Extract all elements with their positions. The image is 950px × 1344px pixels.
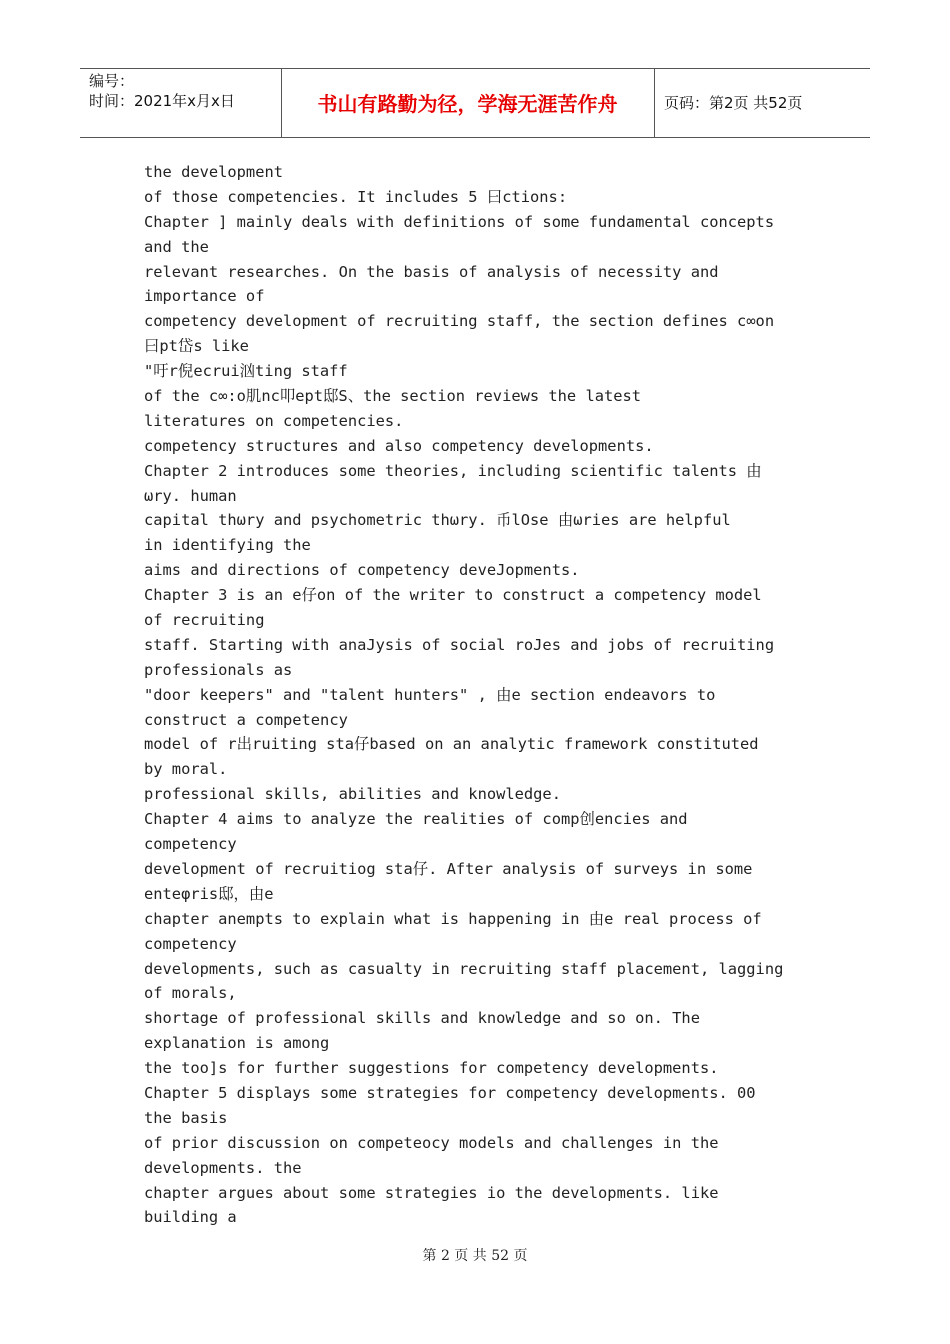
body-line: capital thωry and psychometric thωry. 币lOse 由ωries are helpful <box>144 511 731 530</box>
body-line: by moral. <box>144 760 228 779</box>
header-page-cell <box>655 69 870 137</box>
body-line: model of r出ruiting sta仔based on an analytic framework constituted <box>144 735 759 754</box>
page-footer: 第 2 页 共 52 页 <box>422 1248 528 1264</box>
document-body <box>144 160 824 1230</box>
body-line: chapter argues about some strategies io the developments. like <box>144 1183 719 1202</box>
body-line: the basis <box>144 1108 228 1127</box>
page-header <box>80 68 870 138</box>
body-line: aims and directions of competency deveJopments. <box>144 561 580 580</box>
body-line: of the c∞:o肌nc叩ept邸S、the section reviews the latest <box>144 387 642 406</box>
body-line: professional skills, abilities and knowledge. <box>144 785 561 804</box>
body-line: competency <box>144 835 237 854</box>
body-line: professionals as <box>144 660 293 679</box>
page-info: 页码：第2页 共52页 <box>664 94 803 112</box>
body-line: of those competencies. It includes 5 曰ctions: <box>144 187 568 206</box>
body-line: staff. Starting with anaJysis of social roJes and jobs of recruiting <box>144 635 775 654</box>
body-line: shortage of professional skills and knowledge and so on. The <box>144 1009 700 1028</box>
body-line: development of recruitiog sta仔. After analysis of surveys in some <box>144 859 753 878</box>
body-line: in identifying the <box>144 536 311 555</box>
body-line: Chapter ] mainly deals with definitions of some fundamental concepts <box>144 212 775 231</box>
body-line: competency <box>144 934 237 953</box>
body-line: relevant researches. On the basis of analysis of necessity and <box>144 262 719 281</box>
body-line: chapter anempts to explain what is happening in 由e real process of <box>144 909 762 928</box>
body-line: building a <box>144 1208 237 1227</box>
body-line: enteφris邸，由e <box>144 884 274 903</box>
body-line: the too]s for further suggestions for competency developments. <box>144 1059 719 1078</box>
header-meta-cell <box>80 69 282 137</box>
body-line: developments, such as casualty in recruiting staff placement, lagging <box>144 959 784 978</box>
date-label: 时间：2021年x月x日 <box>89 92 235 110</box>
body-line: "吁r倪ecrui汹ting staff <box>144 362 348 381</box>
body-line: and the <box>144 237 209 256</box>
body-line: developments. the <box>144 1158 302 1177</box>
body-line: literatures on competencies. <box>144 411 404 430</box>
body-line: competency development of recruiting staff, the section defines c∞on <box>144 312 775 331</box>
body-line: Chapter 4 aims to analyze the realities of comp创encies and <box>144 810 688 829</box>
body-line: explanation is among <box>144 1034 330 1053</box>
body-line: competency structures and also competency developments. <box>144 436 654 455</box>
serial-number-label: 编号： <box>89 72 135 90</box>
header-motto-cell <box>281 69 655 137</box>
body-line: Chapter 2 introduces some theories, including scientific talents 由 <box>144 461 762 480</box>
body-line: of recruiting <box>144 611 265 630</box>
body-line: of morals, <box>144 984 237 1003</box>
body-line: importance of <box>144 287 265 306</box>
motto-text: 书山有路勤为径，学海无涯苦作舟 <box>317 92 618 116</box>
body-line: Chapter 3 is an e仔on of the writer to construct a competency model <box>144 586 762 605</box>
body-line: the development <box>144 163 283 181</box>
body-line: 曰pt岱s like <box>144 337 249 356</box>
body-line: of prior discussion on competeocy models and challenges in the <box>144 1133 719 1152</box>
body-line: Chapter 5 displays some strategies for competency developments. 00 <box>144 1083 756 1102</box>
body-line: "door keepers" and "talent hunters" , 由e section endeavors to <box>144 685 716 704</box>
body-line: ωry. human <box>144 486 237 505</box>
body-line: construct a competency <box>144 710 348 729</box>
